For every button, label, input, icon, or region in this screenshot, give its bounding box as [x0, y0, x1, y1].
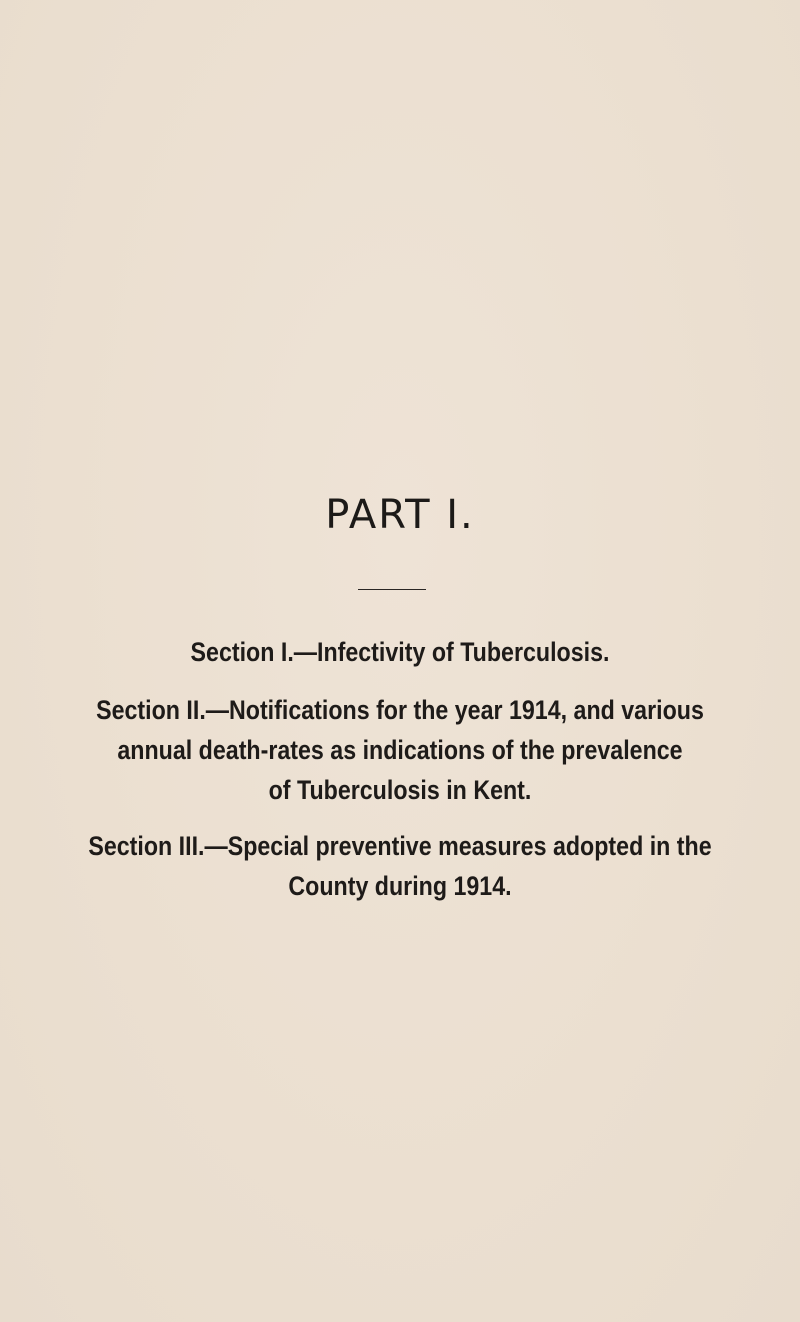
section-1-line-1: Section I.—Infectivity of Tuberculosis.	[190, 637, 610, 667]
divider-rule	[358, 589, 426, 590]
part-heading: PART I.	[325, 492, 475, 538]
section-1-entry	[56, 632, 744, 672]
section-2-line-3: of Tuberculosis in Kent.	[268, 775, 532, 805]
section-2-line-1: Section II.—Notifications for the year 1914, and various	[96, 695, 704, 725]
section-3-entry	[56, 826, 744, 906]
section-3-line-1: Section III.—Special preventive measures adopted in the	[88, 831, 712, 861]
section-2-line-2: annual death-rates as indications of the prevalence	[117, 735, 683, 765]
section-3-line-2: County during 1914.	[288, 871, 512, 901]
section-2-entry	[56, 690, 744, 810]
